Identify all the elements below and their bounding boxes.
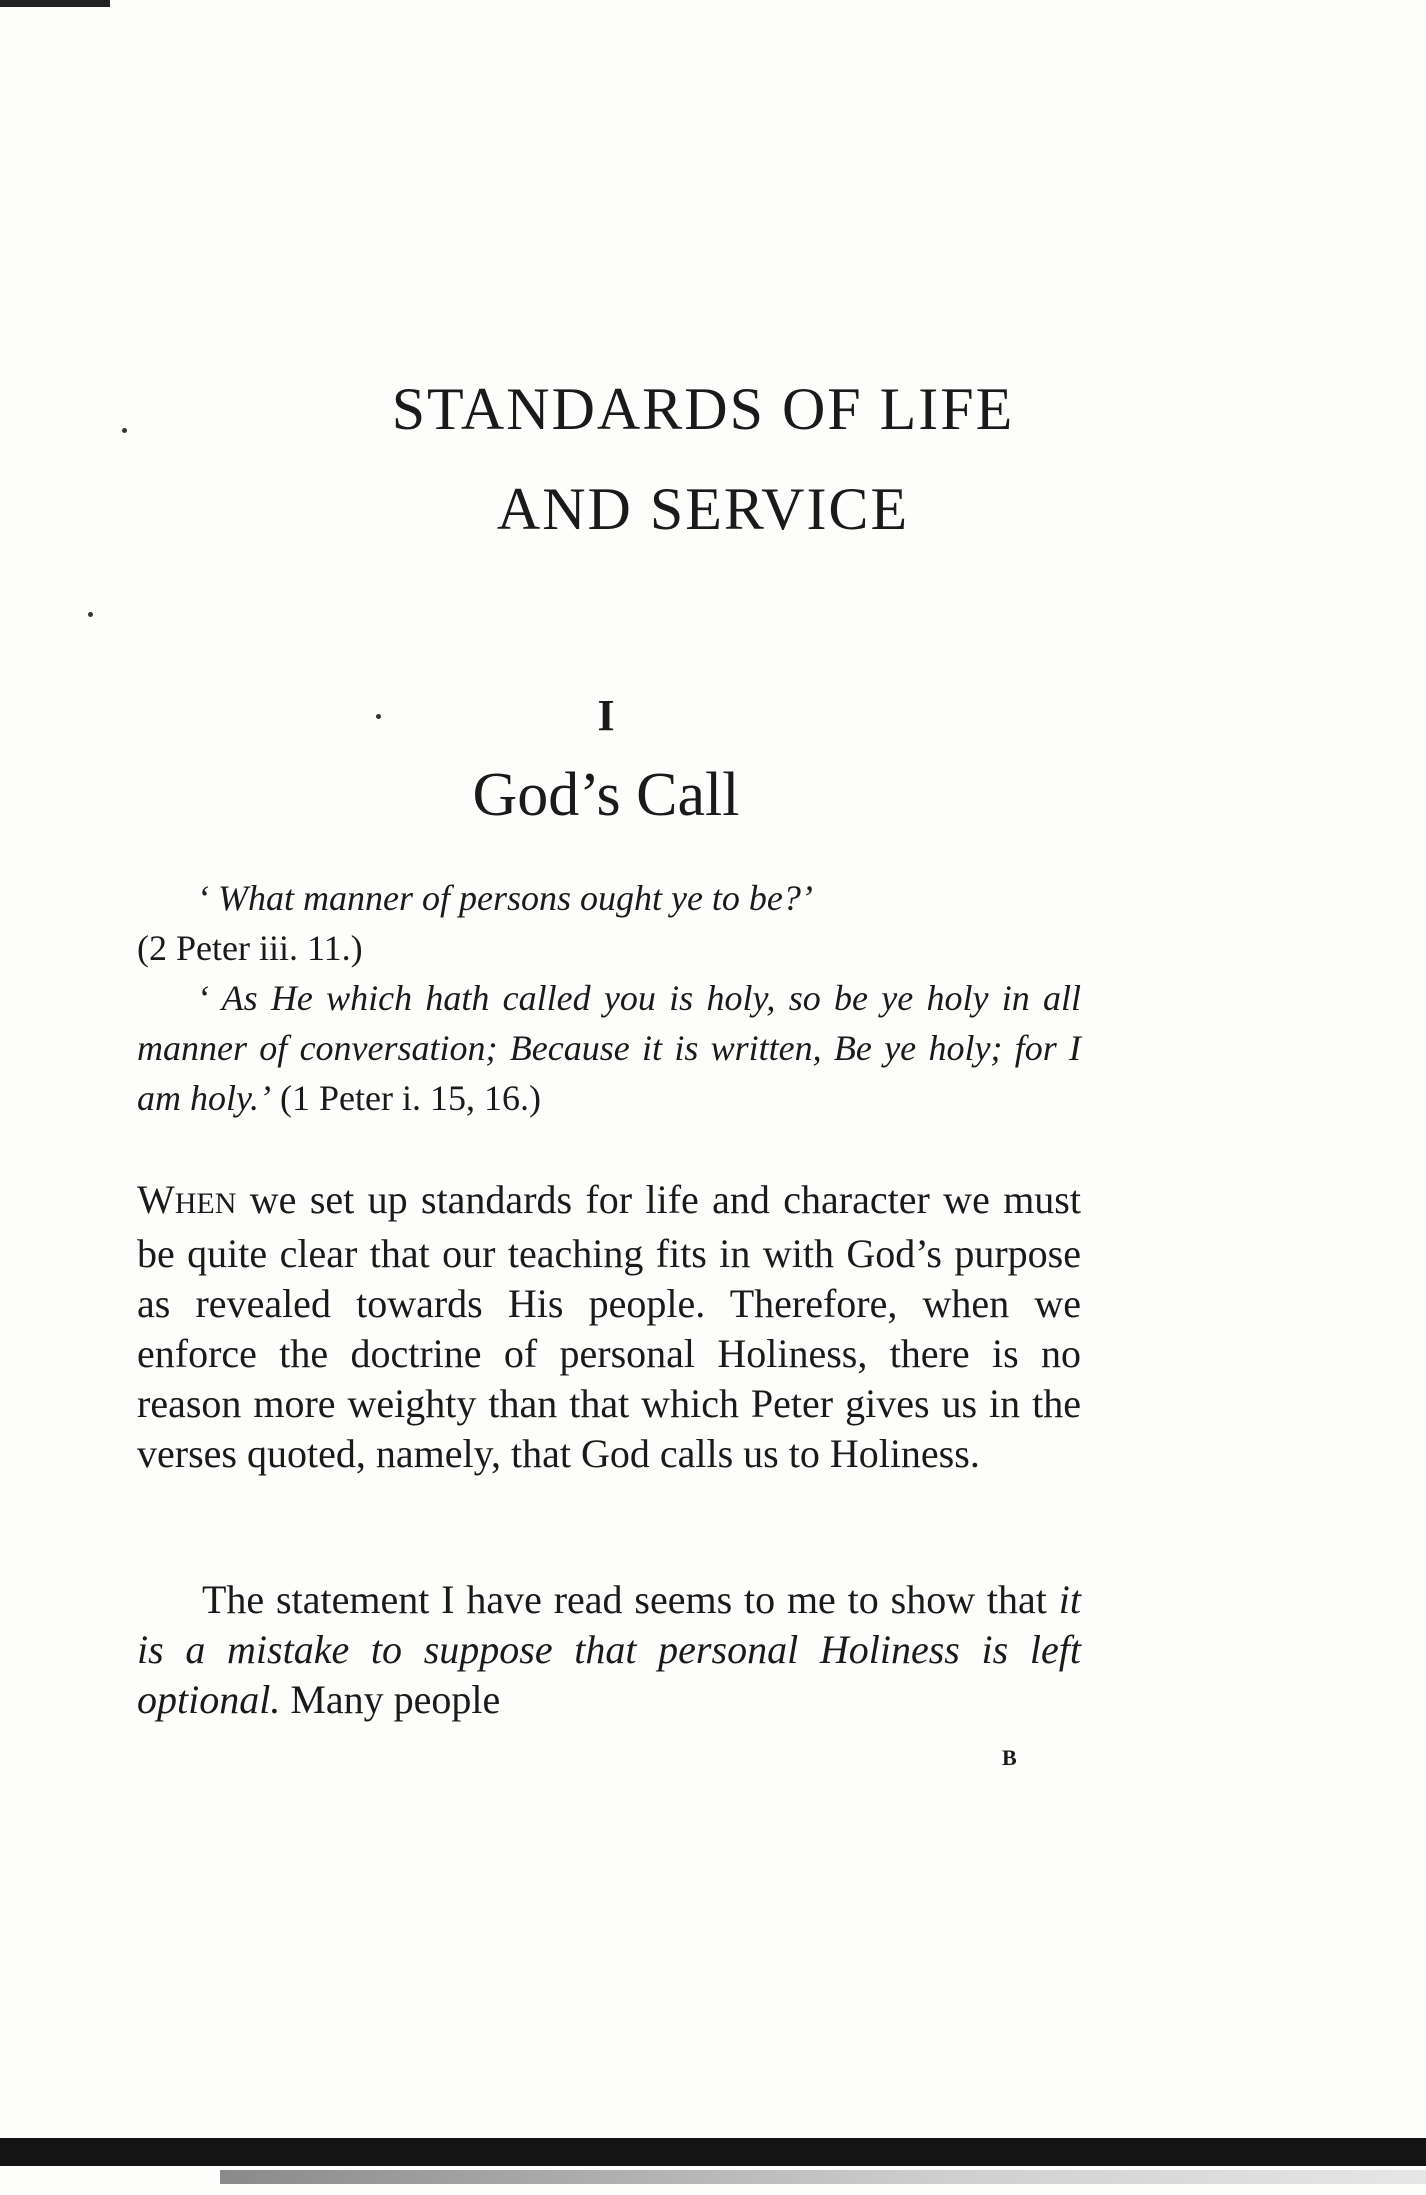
- speck: [88, 612, 93, 617]
- signature-mark: B: [1002, 1745, 1017, 1770]
- epigraph-1-reference: (2 Peter iii. 11.): [137, 928, 363, 968]
- epigraph-1: [137, 873, 1081, 973]
- book-title-line-2: AND SERVICE: [496, 476, 910, 542]
- scan-edge-bottom: [0, 2138, 1426, 2166]
- paragraph-1-text: we set up standards for life and character we must be quite clear that our teaching fits in with God’s purpose as revealed towards His people. Therefore, when we enforce the doctrine of personal Holiness, there is no reason more weighty than that which Peter gives us in the verses quoted, namely, that God calls us to Holiness.: [137, 1177, 1081, 1476]
- chapter-number: I: [597, 691, 615, 740]
- paragraph-2-italic: it is a mistake to suppose that personal Holiness is left optional.: [137, 1577, 1081, 1722]
- scan-edge-top: [0, 0, 110, 7]
- paragraph-2-tail: Many people: [280, 1677, 501, 1722]
- small-caps-rest: HEN: [174, 1187, 237, 1220]
- chapter-title: God’s Call: [472, 761, 740, 829]
- small-caps-initial: W: [137, 1177, 175, 1222]
- scan-edge-bottom-shade: [220, 2170, 1426, 2184]
- epigraph-1-quote: ‘ What manner of persons ought ye to be?’: [197, 878, 813, 918]
- body-paragraph-1: [137, 1175, 1081, 1479]
- body-paragraph-2: [137, 1575, 1081, 1725]
- epigraph-2-reference: (1 Peter i. 15, 16.): [279, 1078, 541, 1118]
- paragraph-2-text: The statement I have read seems to me to show that: [202, 1577, 1059, 1622]
- book-title-line-1: STANDARDS OF LIFE: [391, 376, 1015, 442]
- epigraph-2-quote: ‘ As He which hath called you is holy, so be ye holy in all manner of conversation; Because it is written, Be ye holy; for I am holy.’: [137, 978, 1081, 1118]
- epigraph-2: [137, 973, 1081, 1123]
